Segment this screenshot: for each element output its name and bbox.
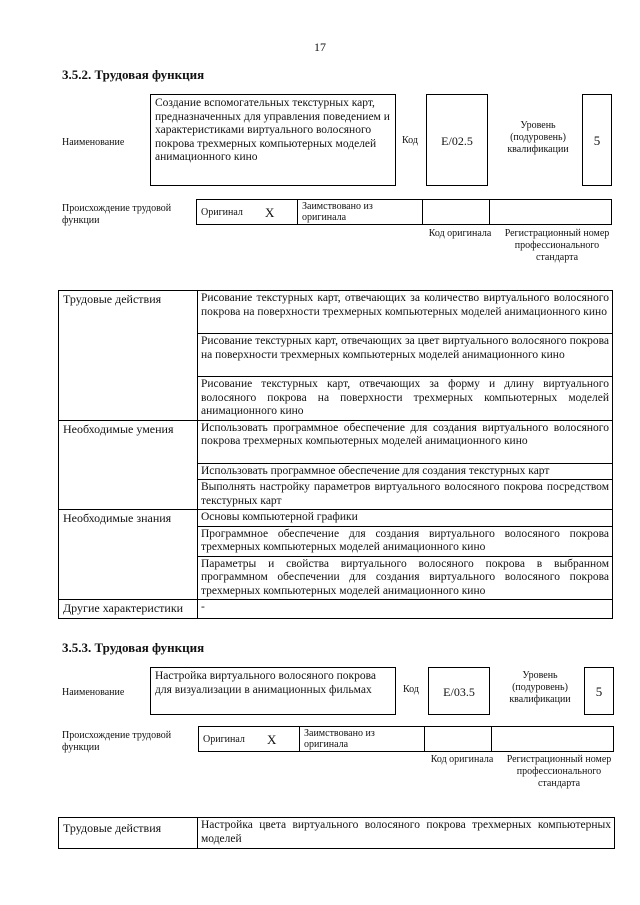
table-cell: Рисование текстурных карт, отвечающих за форму и длину виртуального волосяного покрова на поверхности трехмерных компьютерных моделей анимационного кино	[198, 377, 613, 421]
table-cell: Параметры и свойства виртуального волосяного покрова в выбранном программном обеспечении для создания виртуального волосяного покрова трехмерных компьютерных моделей анимационного кино	[198, 556, 613, 600]
table-cell: Выполнять настройку параметров виртуального волосяного покрова посредством текстурных карт	[198, 480, 613, 510]
code-original-caption: Код оригинала	[430, 754, 494, 765]
row-header-required-knowledge: Необходимые знания	[59, 510, 198, 600]
origin-label: Происхождение трудовой функции	[62, 203, 172, 226]
table-cell: Рисование текстурных карт, отвечающих за количество виртуального волосяного покрова на поверхности трехмерных компьютерных моделей анимационного кино	[198, 291, 613, 334]
table-cell: Использовать программное обеспечение для создания текстурных карт	[198, 463, 613, 480]
table-cell: Настройка цвета виртуального волосяного покрова трехмерных компьютерных моделей	[198, 818, 615, 849]
code-label: Код	[403, 684, 419, 695]
table-cell: Использовать программное обеспечение для создания виртуального волосяного покрова трехмерных компьютерных моделей анимационного кино	[198, 420, 613, 463]
table-cell: Рисование текстурных карт, отвечающих за цвет виртуального волосяного покрова на поверхности трехмерных компьютерных моделей анимационного кино	[198, 334, 613, 377]
code-original-caption: Код оригинала	[428, 228, 492, 239]
table-cell: Программное обеспечение для создания виртуального волосяного покрова трехмерных компьютерных моделей анимационного кино	[198, 526, 613, 556]
section-title: 3.5.2. Трудовая функция	[62, 67, 205, 82]
function-name-box: Создание вспомогательных текстурных карт, предназначенных для управления поведением и характеристиками виртуального волосяного покрова трехмерных компьютерных моделей анимационного кино	[150, 94, 396, 186]
table-cell: Основы компьютерной графики	[198, 510, 613, 527]
function-details-table	[58, 290, 613, 619]
row-header-required-skills: Необходимые умения	[59, 420, 198, 510]
reg-number-caption: Регистрационный номер профессионального стандарта	[504, 228, 610, 263]
borrowed-label: Заимствовано из оригинала	[304, 728, 375, 750]
table-cell: -	[198, 600, 613, 619]
qualification-level-label: Уровень (подуровень) квалификации	[509, 670, 571, 705]
original-label: Оригинал	[201, 206, 243, 218]
borrowed-label: Заимствовано из оригинала	[302, 201, 373, 223]
name-label: Наименование	[62, 137, 125, 148]
code-box: E/03.5	[428, 667, 490, 715]
qualification-level-box: 5	[584, 667, 614, 715]
name-label: Наименование	[62, 687, 125, 698]
reg-number-caption: Регистрационный номер профессионального стандарта	[506, 754, 612, 789]
function-details-table	[58, 817, 615, 849]
origin-label: Происхождение трудовой функции	[62, 730, 172, 753]
origin-table	[196, 199, 612, 225]
qualification-level-box: 5	[582, 94, 612, 186]
row-header-labor-actions: Трудовые действия	[59, 291, 198, 421]
section-title: 3.5.3. Трудовая функция	[62, 640, 205, 655]
code-label: Код	[402, 135, 418, 146]
original-label: Оригинал	[203, 733, 245, 745]
original-mark: X	[265, 204, 275, 220]
page-number: 17	[314, 40, 326, 54]
origin-table	[198, 726, 614, 752]
code-box: E/02.5	[426, 94, 488, 186]
function-name-box: Настройка виртуального волосяного покрова для визуализации в анимационных фильмах	[150, 667, 396, 715]
qualification-level-label: Уровень (подуровень) квалификации	[507, 120, 569, 155]
row-header-other: Другие характеристики	[59, 600, 198, 619]
row-header-labor-actions: Трудовые действия	[59, 818, 198, 849]
original-mark: X	[267, 731, 277, 747]
